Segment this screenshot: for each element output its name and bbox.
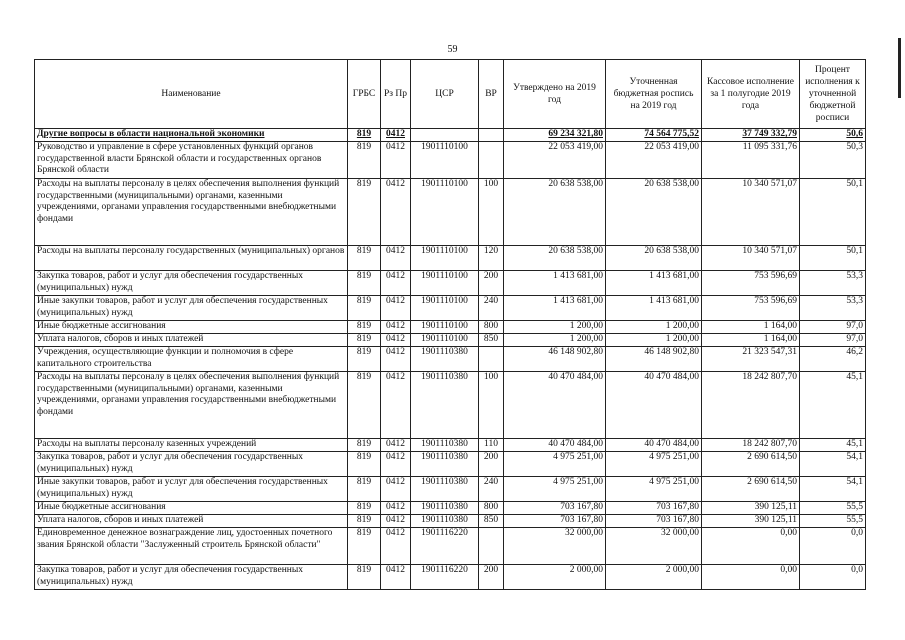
cell-csr: 1901110100	[411, 321, 479, 334]
cell-vr	[479, 347, 504, 372]
cell-rzpr: 0412	[381, 129, 411, 142]
cell-cash: 0,00	[702, 565, 800, 590]
cell-vr: 110	[479, 439, 504, 452]
cell-refined: 74 564 775,52	[606, 129, 702, 142]
cell-refined: 20 638 538,00	[606, 246, 702, 271]
cell-rzpr: 0412	[381, 246, 411, 271]
cell-percent: 50,1	[800, 246, 866, 271]
cell-csr: 1901110380	[411, 452, 479, 477]
cell-percent: 45,1	[800, 372, 866, 439]
cell-percent: 46,2	[800, 347, 866, 372]
cell-rzpr: 0412	[381, 565, 411, 590]
cell-percent: 54,1	[800, 452, 866, 477]
cell-name: Закупка товаров, работ и услуг для обеспечения государственных (муниципальных) нужд	[35, 565, 348, 590]
cell-rzpr: 0412	[381, 477, 411, 502]
cell-rzpr: 0412	[381, 452, 411, 477]
table-row	[35, 439, 866, 452]
cell-name: Единовременное денежное вознаграждение лиц, удостоенных почетного звания Брянской области "Заслуженный строитель Брянской области"	[35, 528, 348, 565]
table-row	[35, 347, 866, 372]
cell-vr: 800	[479, 502, 504, 515]
cell-grbs: 819	[348, 179, 381, 246]
cell-csr: 1901110380	[411, 502, 479, 515]
cell-approved: 32 000,00	[504, 528, 606, 565]
cell-vr: 200	[479, 271, 504, 296]
cell-percent: 50,6	[800, 129, 866, 142]
cell-csr: 1901110380	[411, 372, 479, 439]
cell-approved: 4 975 251,00	[504, 452, 606, 477]
cell-approved: 40 470 484,00	[504, 372, 606, 439]
table-row	[35, 321, 866, 334]
cell-vr: 850	[479, 334, 504, 347]
cell-approved: 1 413 681,00	[504, 271, 606, 296]
cell-grbs: 819	[348, 296, 381, 321]
cell-grbs: 819	[348, 321, 381, 334]
cell-approved: 69 234 321,80	[504, 129, 606, 142]
cell-approved: 1 200,00	[504, 321, 606, 334]
cell-refined: 4 975 251,00	[606, 477, 702, 502]
table-body	[35, 129, 866, 590]
header-refined: Уточненная бюджетная роспись на 2019 год	[606, 60, 702, 129]
cell-rzpr: 0412	[381, 334, 411, 347]
cell-grbs: 819	[348, 372, 381, 439]
cell-rzpr: 0412	[381, 439, 411, 452]
cell-rzpr: 0412	[381, 528, 411, 565]
header-grbs: ГРБС	[348, 60, 381, 129]
cell-percent: 53,3	[800, 296, 866, 321]
cell-approved: 4 975 251,00	[504, 477, 606, 502]
table-row	[35, 334, 866, 347]
table-row	[35, 246, 866, 271]
table-row	[35, 129, 866, 142]
cell-name: Уплата налогов, сборов и иных платежей	[35, 515, 348, 528]
cell-rzpr: 0412	[381, 179, 411, 246]
cell-percent: 97,0	[800, 334, 866, 347]
cell-cash: 1 164,00	[702, 334, 800, 347]
table-row	[35, 372, 866, 439]
cell-refined: 703 167,80	[606, 515, 702, 528]
cell-grbs: 819	[348, 477, 381, 502]
page-number: 59	[447, 44, 458, 55]
cell-csr: 1901116220	[411, 565, 479, 590]
cell-name: Закупка товаров, работ и услуг для обеспечения государственных (муниципальных) нужд	[35, 271, 348, 296]
cell-csr: 1901110100	[411, 142, 479, 179]
cell-name: Закупка товаров, работ и услуг для обеспечения государственных (муниципальных) нужд	[35, 452, 348, 477]
cell-cash: 11 095 331,76	[702, 142, 800, 179]
cell-percent: 55,5	[800, 502, 866, 515]
cell-approved: 40 470 484,00	[504, 439, 606, 452]
cell-refined: 1 200,00	[606, 321, 702, 334]
cell-csr	[411, 129, 479, 142]
cell-cash: 0,00	[702, 528, 800, 565]
cell-rzpr: 0412	[381, 296, 411, 321]
cell-csr: 1901110100	[411, 179, 479, 246]
cell-refined: 22 053 419,00	[606, 142, 702, 179]
cell-rzpr: 0412	[381, 515, 411, 528]
cell-csr: 1901110380	[411, 347, 479, 372]
cell-name: Руководство и управление в сфере установленных функций органов государственной власти Брянской области и государственных органов Брянской области	[35, 142, 348, 179]
cell-csr: 1901110380	[411, 515, 479, 528]
cell-cash: 753 596,69	[702, 296, 800, 321]
table-row	[35, 452, 866, 477]
header-vr: ВР	[479, 60, 504, 129]
scan-edge-mark	[898, 38, 901, 98]
header-rzpr: Рз Пр	[381, 60, 411, 129]
cell-grbs: 819	[348, 347, 381, 372]
cell-name: Иные бюджетные ассигнования	[35, 502, 348, 515]
cell-cash: 37 749 332,79	[702, 129, 800, 142]
cell-approved: 20 638 538,00	[504, 179, 606, 246]
cell-name: Иные бюджетные ассигнования	[35, 321, 348, 334]
table-row	[35, 271, 866, 296]
header-csr: ЦСР	[411, 60, 479, 129]
cell-refined: 20 638 538,00	[606, 179, 702, 246]
cell-percent: 45,1	[800, 439, 866, 452]
cell-grbs: 819	[348, 502, 381, 515]
header-cash: Кассовое исполнение за 1 полугодие 2019 года	[702, 60, 800, 129]
cell-refined: 703 167,80	[606, 502, 702, 515]
cell-vr	[479, 528, 504, 565]
cell-approved: 703 167,80	[504, 515, 606, 528]
cell-cash: 18 242 807,70	[702, 439, 800, 452]
cell-grbs: 819	[348, 271, 381, 296]
table-row	[35, 179, 866, 246]
cell-name: Расходы на выплаты персоналу в целях обеспечения выполнения функций государственными (муниципальными) органами, казенными учреждениями, органами управления государственными внебюджетными фондами	[35, 179, 348, 246]
cell-rzpr: 0412	[381, 372, 411, 439]
cell-percent: 97,0	[800, 321, 866, 334]
cell-cash: 18 242 807,70	[702, 372, 800, 439]
table-row	[35, 565, 866, 590]
cell-cash: 21 323 547,31	[702, 347, 800, 372]
cell-vr: 800	[479, 321, 504, 334]
cell-csr: 1901110380	[411, 439, 479, 452]
cell-grbs: 819	[348, 439, 381, 452]
cell-rzpr: 0412	[381, 321, 411, 334]
cell-name: Расходы на выплаты персоналу государственных (муниципальных) органов	[35, 246, 348, 271]
cell-vr: 100	[479, 179, 504, 246]
cell-vr: 240	[479, 296, 504, 321]
table-row	[35, 477, 866, 502]
cell-refined: 1 200,00	[606, 334, 702, 347]
cell-percent: 53,3	[800, 271, 866, 296]
cell-grbs: 819	[348, 129, 381, 142]
cell-percent: 50,1	[800, 179, 866, 246]
table-row	[35, 515, 866, 528]
cell-grbs: 819	[348, 142, 381, 179]
cell-approved: 2 000,00	[504, 565, 606, 590]
cell-cash: 753 596,69	[702, 271, 800, 296]
cell-name: Расходы на выплаты персоналу казенных учреждений	[35, 439, 348, 452]
cell-vr: 120	[479, 246, 504, 271]
cell-name: Иные закупки товаров, работ и услуг для обеспечения государственных (муниципальных) нужд	[35, 296, 348, 321]
table-row	[35, 528, 866, 565]
cell-refined: 40 470 484,00	[606, 372, 702, 439]
cell-vr: 850	[479, 515, 504, 528]
cell-grbs: 819	[348, 528, 381, 565]
cell-csr: 1901110100	[411, 296, 479, 321]
cell-name: Расходы на выплаты персоналу в целях обеспечения выполнения функций государственными (муниципальными) органами, казенными учреждениями, органами управления государственными внебюджетными фондами	[35, 372, 348, 439]
cell-cash: 1 164,00	[702, 321, 800, 334]
cell-percent: 0,0	[800, 528, 866, 565]
cell-refined: 1 413 681,00	[606, 271, 702, 296]
cell-rzpr: 0412	[381, 142, 411, 179]
table-row	[35, 142, 866, 179]
cell-vr: 200	[479, 452, 504, 477]
cell-refined: 46 148 902,80	[606, 347, 702, 372]
cell-csr: 1901110380	[411, 477, 479, 502]
cell-vr: 240	[479, 477, 504, 502]
cell-cash: 10 340 571,07	[702, 179, 800, 246]
cell-grbs: 819	[348, 452, 381, 477]
cell-cash: 2 690 614,50	[702, 452, 800, 477]
cell-refined: 1 413 681,00	[606, 296, 702, 321]
cell-approved: 20 638 538,00	[504, 246, 606, 271]
cell-percent: 0,0	[800, 565, 866, 590]
cell-percent: 54,1	[800, 477, 866, 502]
budget-table	[34, 59, 866, 590]
cell-approved: 46 148 902,80	[504, 347, 606, 372]
cell-csr: 1901110100	[411, 246, 479, 271]
cell-rzpr: 0412	[381, 502, 411, 515]
cell-cash: 2 690 614,50	[702, 477, 800, 502]
cell-rzpr: 0412	[381, 347, 411, 372]
cell-csr: 1901110100	[411, 334, 479, 347]
cell-grbs: 819	[348, 515, 381, 528]
cell-vr: 100	[479, 372, 504, 439]
cell-refined: 40 470 484,00	[606, 439, 702, 452]
cell-percent: 55,5	[800, 515, 866, 528]
cell-grbs: 819	[348, 334, 381, 347]
cell-cash: 390 125,11	[702, 502, 800, 515]
cell-name: Иные закупки товаров, работ и услуг для обеспечения государственных (муниципальных) нужд	[35, 477, 348, 502]
cell-refined: 32 000,00	[606, 528, 702, 565]
cell-rzpr: 0412	[381, 271, 411, 296]
cell-approved: 1 413 681,00	[504, 296, 606, 321]
cell-grbs: 819	[348, 565, 381, 590]
cell-refined: 2 000,00	[606, 565, 702, 590]
header-percent: Процент исполнения к уточненной бюджетной росписи	[800, 60, 866, 129]
cell-name: Учреждения, осуществляющие функции и полномочия в сфере капитального строительства	[35, 347, 348, 372]
cell-refined: 4 975 251,00	[606, 452, 702, 477]
header-approved: Утверждено на 2019 год	[504, 60, 606, 129]
cell-name: Уплата налогов, сборов и иных платежей	[35, 334, 348, 347]
cell-vr	[479, 129, 504, 142]
cell-csr: 1901110100	[411, 271, 479, 296]
cell-approved: 703 167,80	[504, 502, 606, 515]
table-row	[35, 296, 866, 321]
cell-csr: 1901116220	[411, 528, 479, 565]
cell-vr	[479, 142, 504, 179]
cell-percent: 50,3	[800, 142, 866, 179]
header-name: Наименование	[35, 60, 348, 129]
cell-approved: 1 200,00	[504, 334, 606, 347]
table-row	[35, 502, 866, 515]
cell-approved: 22 053 419,00	[504, 142, 606, 179]
cell-vr: 200	[479, 565, 504, 590]
cell-name: Другие вопросы в области национальной экономики	[35, 129, 348, 142]
cell-cash: 10 340 571,07	[702, 246, 800, 271]
cell-cash: 390 125,11	[702, 515, 800, 528]
cell-grbs: 819	[348, 246, 381, 271]
table-header-row	[35, 60, 866, 129]
